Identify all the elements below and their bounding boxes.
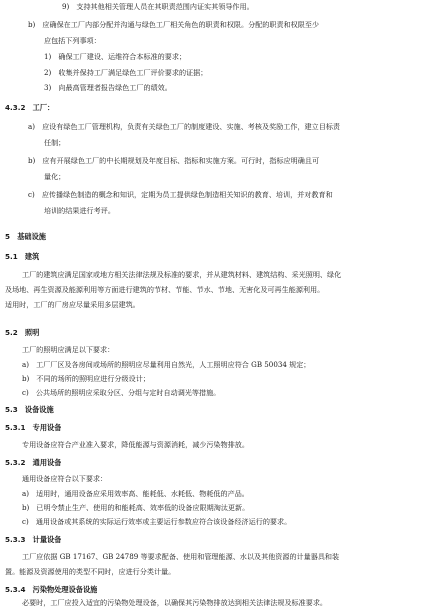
paragraph-line: 工厂的照明应满足以下要求： xyxy=(22,345,115,354)
list-item-a: a) 工厂厂区及各房间或场所的照明应尽量利用自然光，人工照明应符合 GB 50034 规定； xyxy=(22,360,311,369)
list-item-3: 3) 向最高管理者报告绿色工厂的绩效。 xyxy=(44,83,172,92)
list-item-b: b) 应有开展绿色工厂的中长期规划及年度目标、指标和实施方案。可行时，指标应明确且可 xyxy=(28,156,320,165)
paragraph-line: 专用设备应符合产业准入要求，降低能源与资源消耗，减少污染物排放。 xyxy=(22,440,249,449)
section-heading: 5.3.1 专用设备 xyxy=(5,423,62,432)
section-heading: 5.3.3 计量设备 xyxy=(5,535,62,544)
list-item-9: 9) 支持其他相关管理人员在其职责范围内证实其领导作用。 xyxy=(62,2,254,11)
list-item-b: b) 已明令禁止生产、使用的和能耗高、效率低的设备应限期淘汰更新。 xyxy=(22,503,250,512)
text-line: 培训的结果进行考评。 xyxy=(44,206,115,215)
clause-heading: 4.3.2 工厂： xyxy=(5,103,55,112)
section-heading: 5.3 设备设施 xyxy=(5,405,54,414)
paragraph-line: 通用设备应符合以下要求： xyxy=(22,474,108,483)
list-item-c: c) 公共场所的照明应采取分区、分组与定时自动调光等措施。 xyxy=(22,388,221,397)
text-line: 任制； xyxy=(44,138,66,147)
paragraph-line: 必要时，工厂应投入适宜的污染物处理设备，以确保其污染物排放达到相关法律法规及标准要求。 xyxy=(22,598,328,607)
text-line: 应包括下列事项： xyxy=(44,36,101,45)
list-item-a: a) 应设有绿色工厂管理机构，负责有关绿色工厂的制度建设、实施、考核及奖励工作，建立目标责 xyxy=(28,122,341,131)
paragraph-line: 工厂应依据 GB 17167、GB 24789 等要求配备、使用和管理能源、水以及其他资源的计量器具和装 xyxy=(22,552,340,561)
section-heading: 5.1 建筑 xyxy=(5,252,40,261)
paragraph-line: 置。能源及资源使用的类型不同时，应进行分类计量。 xyxy=(5,567,176,576)
section-heading: 5 基础设施 xyxy=(5,232,46,241)
text-line: 量化； xyxy=(44,172,66,181)
list-item-1: 1) 确保工厂建设、运维符合本标准的要求； xyxy=(44,52,187,61)
list-item-c: c) 应传播绿色制造的概念和知识，定期为员工提供绿色制造相关知识的教育、培训，并对教育和 xyxy=(28,190,333,199)
list-item-a: a) 适用时，通用设备应采用效率高、能耗低、水耗低、物耗低的产品。 xyxy=(22,489,249,498)
list-item-c: c) 通用设备或其系统的实际运行效率或主要运行参数应符合该设备经济运行的要求。 xyxy=(22,517,292,526)
paragraph-line: 适用时，工厂的厂房应尽量采用多层建筑。 xyxy=(5,300,140,309)
list-item-2: 2) 收集并保持工厂满足绿色工厂评价要求的证据； xyxy=(44,68,208,77)
list-item-b: b) 应确保在工厂内部分配并沟通与绿色工厂相关角色的职责和权限。分配的职责和权限至少 xyxy=(28,20,320,29)
section-heading: 5.2 照明 xyxy=(5,328,40,337)
paragraph-line: 及场地、再生资源及能源利用等方面进行建筑的节材、节能、节水、节地、无害化及可再生能源利用。 xyxy=(5,285,325,294)
section-heading: 5.3.4 污染物处理设备设施 xyxy=(5,585,98,594)
list-item-b: b) 不同的场所的照明应进行分级设计； xyxy=(22,374,150,383)
paragraph-line: 工厂的建筑应满足国家或地方相关法律法规及标准的要求，并从建筑材料、建筑结构、采光照明、绿化 xyxy=(22,270,342,279)
section-heading: 5.3.2 通用设备 xyxy=(5,458,62,467)
